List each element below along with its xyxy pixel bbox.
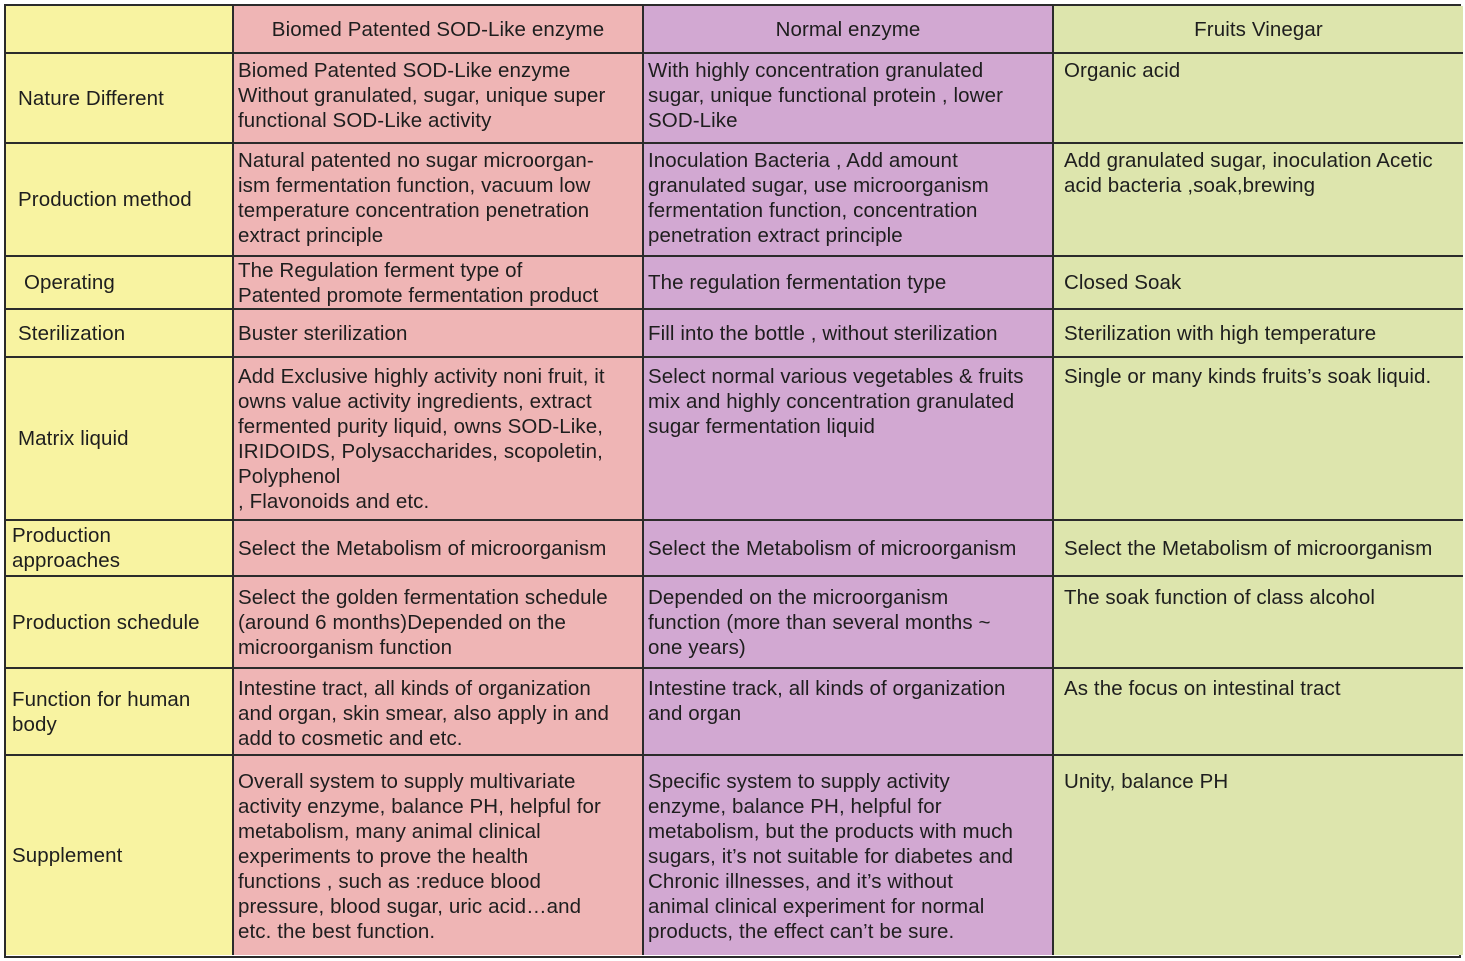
comparison-table (4, 4, 1461, 958)
cell-normal-production-approaches: Select the Metabolism of microorganism (644, 521, 1054, 577)
header-biomed: Biomed Patented SOD-Like enzyme (234, 6, 644, 54)
header-corner-cell (6, 6, 234, 54)
cell-vinegar-sterilization: Sterilization with high temperature (1054, 310, 1463, 358)
row-label-operating: Operating (6, 257, 234, 310)
cell-vinegar-operating: Closed Soak (1054, 257, 1463, 310)
cell-normal-sterilization: Fill into the bottle , without sterilization (644, 310, 1054, 358)
cell-normal-nature: With highly concentration granulated sugar, unique functional protein , lower SOD-Like (644, 54, 1054, 144)
cell-biomed-matrix-liquid: Add Exclusive highly activity noni fruit, it owns value activity ingredients, extract fermented purity liquid, owns SOD-Like, IRIDOIDS, Polysaccharides, scopoletin, Polyphenol , Flavonoids and etc. (234, 358, 644, 521)
row-label-production-schedule: Production schedule (6, 577, 234, 669)
cell-biomed-operating: The Regulation ferment type of Patented promote fermentation product (234, 257, 644, 310)
cell-biomed-sterilization: Buster sterilization (234, 310, 644, 358)
cell-vinegar-matrix-liquid: Single or many kinds fruits’s soak liquid. (1054, 358, 1463, 521)
cell-biomed-production-method: Natural patented no sugar microorgan- ism fermentation function, vacuum low temperature concentration penetration extract principle (234, 144, 644, 257)
cell-vinegar-function: As the focus on intestinal tract (1054, 669, 1463, 756)
row-label-function-for-human-body: Function for human body (6, 669, 234, 756)
cell-normal-matrix-liquid: Select normal various vegetables & fruits mix and highly concentration granulated sugar fermentation liquid (644, 358, 1054, 521)
cell-biomed-production-schedule: Select the golden fermentation schedule (around 6 months)Depended on the microorganism function (234, 577, 644, 669)
cell-vinegar-nature: Organic acid (1054, 54, 1463, 144)
cell-vinegar-production-schedule: The soak function of class alcohol (1054, 577, 1463, 669)
cell-vinegar-production-approaches: Select the Metabolism of microorganism (1054, 521, 1463, 577)
row-label-production-approaches: Production approaches (6, 521, 234, 577)
cell-vinegar-production-method: Add granulated sugar, inoculation Acetic acid bacteria ,soak,brewing (1054, 144, 1463, 257)
cell-normal-operating: The regulation fermentation type (644, 257, 1054, 310)
cell-normal-function: Intestine track, all kinds of organization and organ (644, 669, 1054, 756)
row-label-supplement: Supplement (6, 756, 234, 955)
header-fruits-vinegar: Fruits Vinegar (1054, 6, 1463, 54)
cell-biomed-function: Intestine tract, all kinds of organization and organ, skin smear, also apply in and add to cosmetic and etc. (234, 669, 644, 756)
row-label-production-method: Production method (6, 144, 234, 257)
row-label-matrix-liquid: Matrix liquid (6, 358, 234, 521)
cell-biomed-nature: Biomed Patented SOD-Like enzyme Without granulated, sugar, unique super functional SOD-Like activity (234, 54, 644, 144)
cell-normal-production-schedule: Depended on the microorganism function (more than several months ~ one years) (644, 577, 1054, 669)
row-label-sterilization: Sterilization (6, 310, 234, 358)
cell-biomed-supplement: Overall system to supply multivariate activity enzyme, balance PH, helpful for metabolism, many animal clinical experiments to prove the health functions , such as :reduce blood pressure, blood sugar, uric acid…and etc. the best function. (234, 756, 644, 955)
header-normal-enzyme: Normal enzyme (644, 6, 1054, 54)
cell-biomed-production-approaches: Select the Metabolism of microorganism (234, 521, 644, 577)
cell-vinegar-supplement: Unity, balance PH (1054, 756, 1463, 955)
cell-normal-production-method: Inoculation Bacteria , Add amount granulated sugar, use microorganism fermentation function, concentration penetration extract principle (644, 144, 1054, 257)
row-label-nature-different: Nature Different (6, 54, 234, 144)
cell-normal-supplement: Specific system to supply activity enzyme, balance PH, helpful for metabolism, but the products with much sugars, it’s not suitable for diabetes and Chronic illnesses, and it’s without animal clinical experiment for normal products, the effect can’t be sure. (644, 756, 1054, 955)
